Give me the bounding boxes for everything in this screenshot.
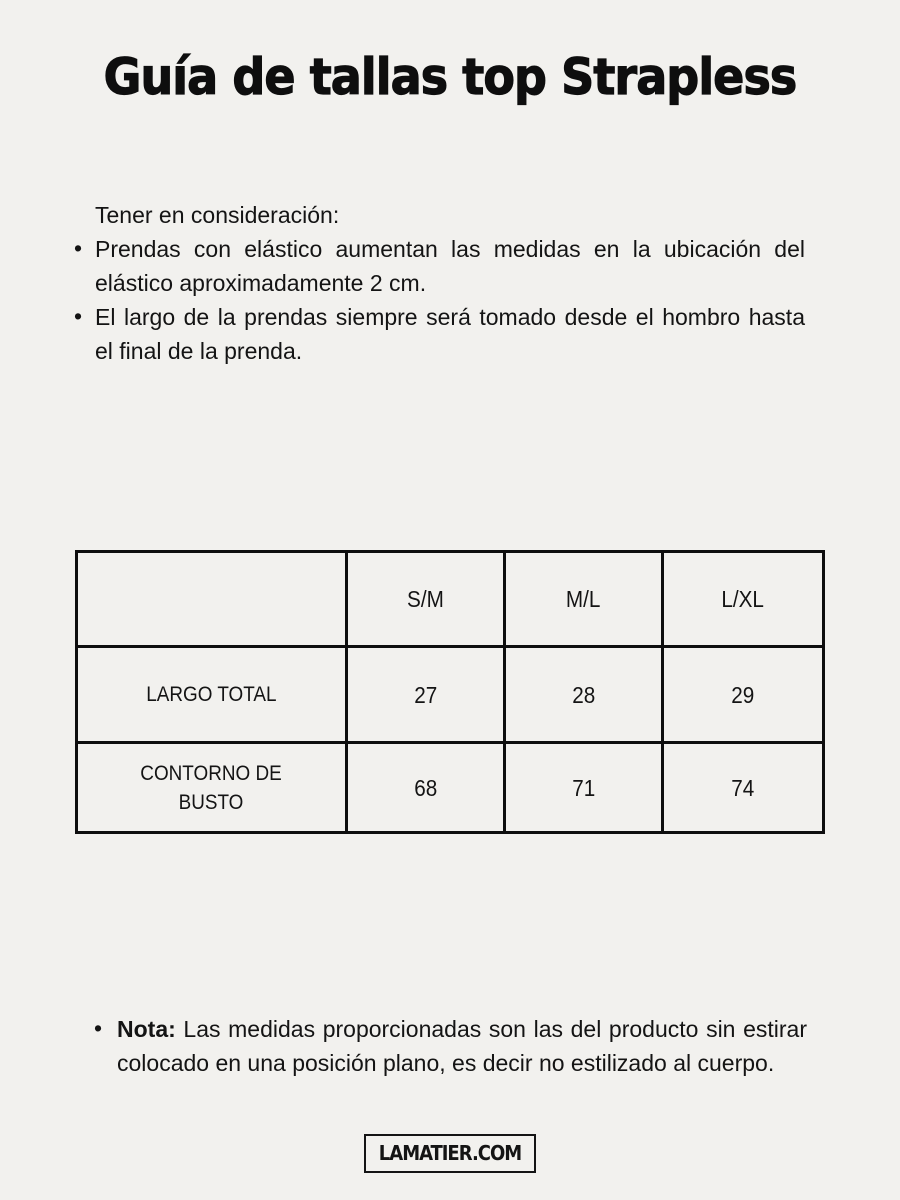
value-cell bbox=[662, 743, 823, 833]
measure-value: 71 bbox=[571, 774, 595, 801]
note-section bbox=[93, 1012, 807, 1080]
list-item bbox=[93, 1012, 807, 1080]
considerations-heading: Tener en consideración: bbox=[95, 202, 340, 228]
considerations-section bbox=[73, 198, 805, 368]
row-label: CONTORNO DE BUSTO bbox=[140, 761, 283, 814]
column-header-label: L/XL bbox=[721, 586, 765, 612]
table-row-contorno-busto bbox=[77, 743, 824, 833]
bullet-icon: • bbox=[74, 235, 83, 261]
value-cell bbox=[505, 743, 663, 833]
measure-value: 28 bbox=[571, 681, 595, 708]
brand-name: LAMATIER.COM bbox=[378, 1141, 522, 1165]
footer bbox=[0, 1134, 900, 1173]
measure-value: 74 bbox=[731, 774, 755, 801]
measure-value: 68 bbox=[413, 774, 437, 801]
table-row-largo-total bbox=[77, 647, 824, 743]
row-label-cell bbox=[77, 743, 347, 833]
column-header-label: S/M bbox=[406, 586, 444, 612]
note-list bbox=[93, 1012, 807, 1080]
list-item bbox=[73, 300, 805, 368]
size-table-container bbox=[75, 550, 825, 834]
brand-box bbox=[364, 1134, 536, 1173]
bullet-icon: • bbox=[94, 1015, 103, 1041]
table-header-ml bbox=[505, 552, 663, 647]
measure-value: 29 bbox=[731, 681, 755, 708]
list-item bbox=[73, 232, 805, 300]
table-header-lxl bbox=[662, 552, 823, 647]
considerations-list bbox=[73, 232, 805, 368]
row-label: LARGO TOTAL bbox=[146, 683, 277, 706]
column-header-label: M/L bbox=[566, 586, 601, 612]
consideration-text: El largo de la prendas siempre será tomado desde el hombro hasta el final de la prenda. bbox=[95, 304, 805, 364]
note-text: Las medidas proporcionadas son las del producto sin estirar colocado en una posición plano, es decir no estilizado al cuerpo. bbox=[117, 1016, 808, 1076]
row-label-cell bbox=[77, 647, 347, 743]
value-cell bbox=[505, 647, 663, 743]
consideration-text: Prendas con elástico aumentan las medidas en la ubicación del elástico aproximadamente 2 cm. bbox=[95, 236, 805, 296]
value-cell bbox=[346, 647, 504, 743]
value-cell bbox=[346, 743, 504, 833]
table-header-sm bbox=[346, 552, 504, 647]
page-title: Guía de tallas top Strapless bbox=[103, 48, 797, 106]
size-table bbox=[75, 550, 825, 834]
bullet-icon: • bbox=[74, 303, 83, 329]
table-header-row bbox=[77, 552, 824, 647]
note-label: Nota: bbox=[117, 1016, 176, 1042]
table-corner-cell bbox=[77, 552, 347, 647]
value-cell bbox=[662, 647, 823, 743]
measure-value: 27 bbox=[413, 681, 437, 708]
